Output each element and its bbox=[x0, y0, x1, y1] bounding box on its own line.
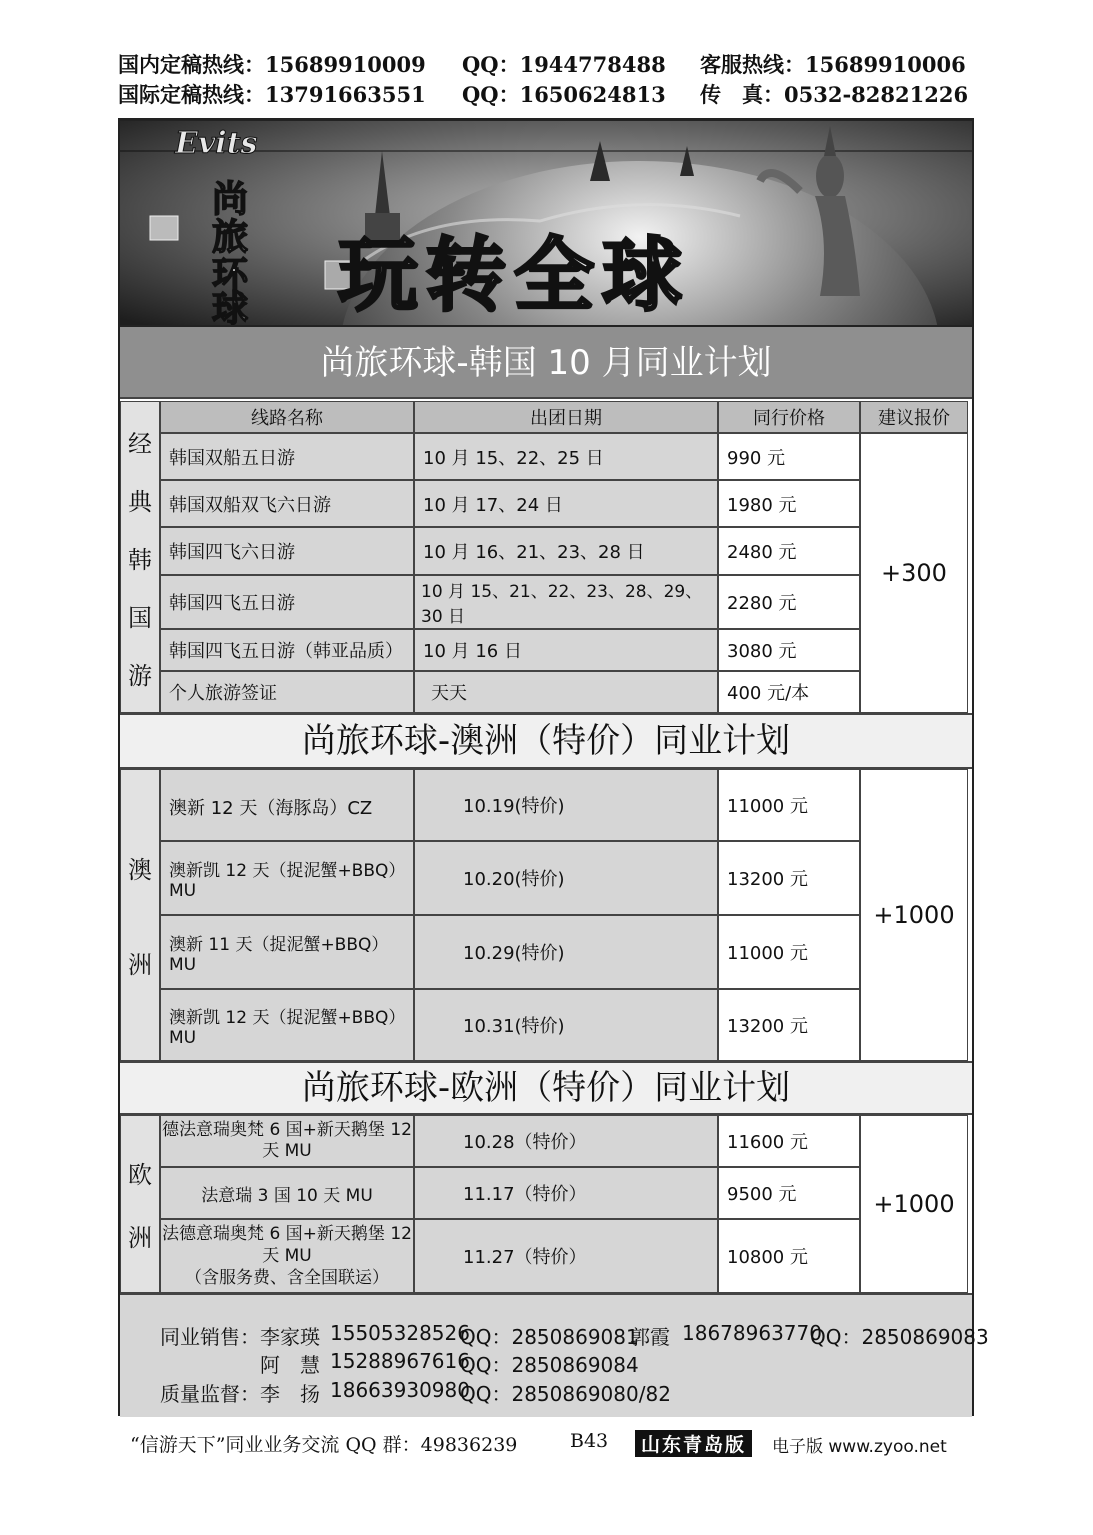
hotline-row-1 bbox=[118, 50, 978, 80]
table-row-name: 韩国双船五日游 bbox=[160, 433, 414, 480]
table-row-name bbox=[160, 1219, 414, 1293]
sales2-name: 郭霞 bbox=[630, 1325, 670, 1349]
brochure-frame bbox=[118, 118, 989, 1416]
europe-side-char: 欧 bbox=[128, 1161, 152, 1189]
table-row-price: 11600 元 bbox=[718, 1115, 860, 1167]
table-row-date: 天天 bbox=[414, 671, 718, 713]
korea-side-char: 典 bbox=[128, 487, 152, 516]
footer bbox=[130, 1430, 980, 1458]
table-row-date: 10.20(特价) bbox=[414, 841, 718, 915]
table-row-name: 韩国四飞六日游 bbox=[160, 527, 414, 575]
footer-edition-badge: 山东青岛版 bbox=[635, 1430, 752, 1457]
korea-side-char: 游 bbox=[128, 661, 152, 690]
table-row-price: 2280 元 bbox=[718, 575, 860, 629]
table-row-name: 澳新 11 天（捉泥蟹+BBQ）MU bbox=[160, 915, 414, 989]
table-row-price: 400 元/本 bbox=[718, 671, 860, 713]
table-row-date: 11.17（特价） bbox=[414, 1167, 718, 1219]
australia-table bbox=[120, 769, 972, 1061]
banner-artwork bbox=[120, 121, 972, 327]
hotlines-header bbox=[118, 50, 978, 110]
table-row-price: 11000 元 bbox=[718, 915, 860, 989]
brand-char-1: 尚 bbox=[212, 179, 249, 220]
table-row-name: 澳新 12 天（海豚岛）CZ bbox=[160, 769, 414, 841]
header-trade-price: 同行价格 bbox=[718, 401, 860, 433]
quality-label: 质量监督：李 扬 bbox=[160, 1382, 320, 1406]
table-row-price: 9500 元 bbox=[718, 1167, 860, 1219]
table-row-name: 韩国双船双飞六日游 bbox=[160, 480, 414, 527]
quality-phone: 18663930980 bbox=[330, 1378, 470, 1402]
europe-section-title: 尚旅环球-欧洲（特价）同业计划 bbox=[120, 1061, 972, 1115]
korea-side-char: 韩 bbox=[128, 545, 152, 574]
sales2-qq: QQ：2850869083 bbox=[810, 1325, 989, 1349]
table-row-date: 10 月 17、24 日 bbox=[414, 480, 718, 527]
table-row-date: 10.31(特价) bbox=[414, 989, 718, 1061]
contacts-panel bbox=[120, 1293, 989, 1417]
table-row-price: 990 元 bbox=[718, 433, 860, 480]
table-row-name: 韩国四飞五日游 bbox=[160, 575, 414, 629]
brand-char-2: 旅 bbox=[212, 217, 249, 258]
international-qq: QQ：1650624813 bbox=[462, 82, 666, 107]
service-hotline: 客服热线：15689910006 bbox=[700, 52, 966, 77]
table-row-price: 1980 元 bbox=[718, 480, 860, 527]
table-row-name: 法意瑞 3 国 10 天 MU bbox=[160, 1167, 414, 1219]
table-row-name: 澳新凯 12 天（捉泥蟹+BBQ）MU bbox=[160, 841, 414, 915]
sales3-phone: 15288967616 bbox=[330, 1349, 470, 1373]
korea-section-title: 尚旅环球-韩国 10 月同业计划 bbox=[120, 327, 972, 399]
table-row-price: 2480 元 bbox=[718, 527, 860, 575]
fax-number: 传 真：0532-82821226 bbox=[700, 82, 969, 107]
europe-side-char: 洲 bbox=[128, 1224, 152, 1252]
route-name-line: 德法意瑞奥梵 6 国+新天鹅堡 12 bbox=[162, 1120, 412, 1140]
australia-side-label bbox=[120, 769, 160, 1061]
europe-side-label bbox=[120, 1115, 160, 1293]
sales3-name: 阿 慧 bbox=[260, 1353, 320, 1377]
korea-side-char: 国 bbox=[128, 603, 152, 632]
route-name-line: 天 MU bbox=[262, 1246, 312, 1266]
table-row-date: 10.29(特价) bbox=[414, 915, 718, 989]
header-suggested-price: 建议报价 bbox=[860, 401, 968, 433]
table-row-date: 10.28（特价） bbox=[414, 1115, 718, 1167]
domestic-hotline: 国内定稿热线：15689910009 bbox=[118, 52, 426, 77]
table-row-name: 个人旅游签证 bbox=[160, 671, 414, 713]
logo-text: Evits bbox=[175, 126, 258, 161]
europe-markup: +1000 bbox=[860, 1115, 968, 1293]
table-row-price: 10800 元 bbox=[718, 1219, 860, 1293]
table-row-date: 10.19(特价) bbox=[414, 769, 718, 841]
footer-page-number: B43 bbox=[570, 1430, 609, 1452]
route-name-note: （含服务费、含全国联运） bbox=[185, 1268, 389, 1288]
table-row-price: 13200 元 bbox=[718, 989, 860, 1061]
brand-char-4: 球 bbox=[212, 289, 249, 327]
korea-markup: +300 bbox=[860, 433, 968, 713]
header-departure-date: 出团日期 bbox=[414, 401, 718, 433]
australia-markup: +1000 bbox=[860, 769, 968, 1061]
korea-side-char: 经 bbox=[128, 429, 152, 458]
table-row-date: 10 月 15、22、25 日 bbox=[414, 433, 718, 480]
table-row-name: 韩国四飞五日游（韩亚品质） bbox=[160, 629, 414, 671]
table-row-date: 10 月 16 日 bbox=[414, 629, 718, 671]
table-row-price: 11000 元 bbox=[718, 769, 860, 841]
header-route-name: 线路名称 bbox=[160, 401, 414, 433]
banner bbox=[120, 121, 972, 327]
table-row-date: 10 月 16、21、23、28 日 bbox=[414, 527, 718, 575]
sales2-phone: 18678963770 bbox=[682, 1321, 822, 1345]
australia-section-title: 尚旅环球-澳洲（特价）同业计划 bbox=[120, 713, 972, 769]
australia-side-char: 洲 bbox=[128, 951, 152, 979]
international-hotline: 国际定稿热线：13791663551 bbox=[118, 82, 426, 107]
domestic-qq: QQ：1944778488 bbox=[462, 52, 666, 77]
route-name-line: 法德意瑞奥梵 6 国+新天鹅堡 12 bbox=[162, 1224, 412, 1244]
brand-vertical bbox=[212, 179, 249, 327]
route-name-line: 天 MU bbox=[262, 1141, 312, 1161]
table-row-date: 10 月 15、21、22、23、28、29、30 日 bbox=[414, 575, 718, 629]
table-row-date: 11.27（特价） bbox=[414, 1219, 718, 1293]
quality-qq: QQ：2850869080/82 bbox=[460, 1382, 671, 1406]
sales1-qq: QQ：2850869081 bbox=[460, 1325, 639, 1349]
slogan-text: 玩转全球 bbox=[338, 229, 690, 322]
korea-side-label bbox=[120, 401, 160, 713]
footer-website: 电子版 www.zyoo.net bbox=[772, 1437, 947, 1457]
table-row-price: 13200 元 bbox=[718, 841, 860, 915]
table-row-name: 澳新凯 12 天（捉泥蟹+BBQ）MU bbox=[160, 989, 414, 1061]
sales1-phone: 15505328526 bbox=[330, 1321, 470, 1345]
hotline-row-2 bbox=[118, 80, 978, 110]
sales3-qq: QQ：2850869084 bbox=[460, 1353, 639, 1377]
table-row-name bbox=[160, 1115, 414, 1167]
brand-char-3: 环 bbox=[212, 255, 249, 296]
europe-table bbox=[120, 1115, 972, 1293]
footer-qq-group: “信游天下”同业业务交流 QQ 群：49836239 bbox=[130, 1434, 518, 1456]
sales-label: 同业销售：李家瑛 bbox=[160, 1325, 320, 1349]
korea-table bbox=[120, 401, 972, 713]
australia-side-char: 澳 bbox=[128, 856, 152, 884]
table-row-price: 3080 元 bbox=[718, 629, 860, 671]
